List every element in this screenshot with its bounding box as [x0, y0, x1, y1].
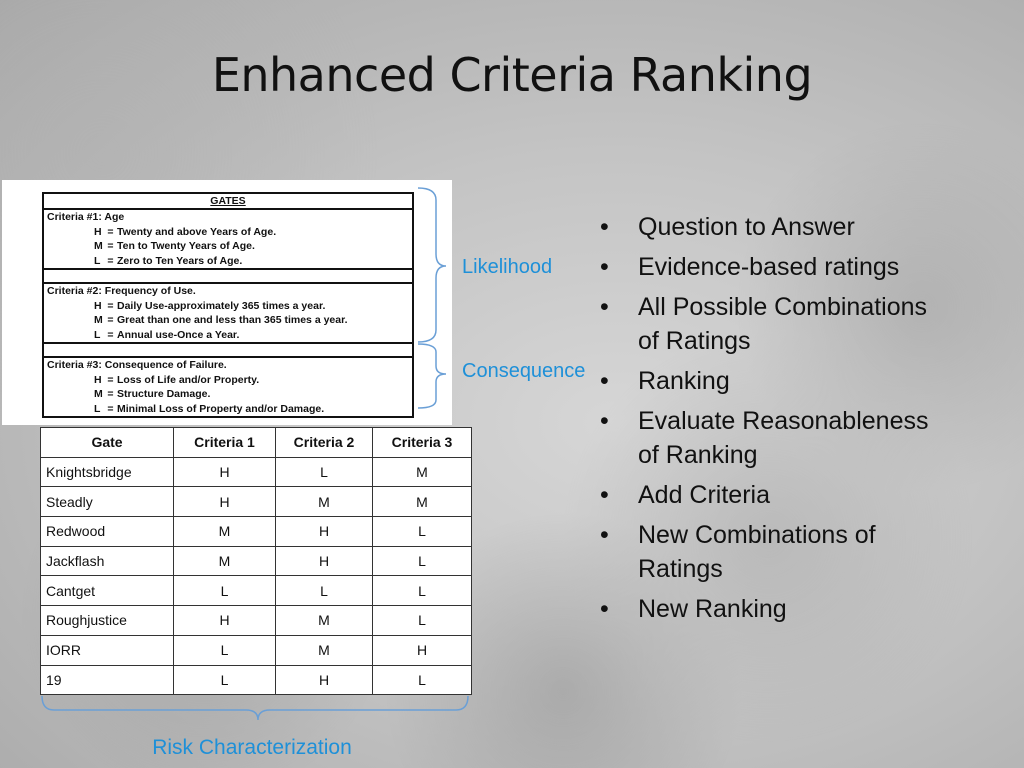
bullet-list — [600, 210, 930, 632]
rating-cell: L — [174, 576, 276, 606]
rating-cell: L — [373, 546, 472, 576]
table-row — [41, 457, 472, 487]
bullet-text: New Ranking — [638, 595, 787, 623]
level-text: Great than one and less than 365 times a year. — [117, 314, 348, 326]
gate-name-cell: 19 — [41, 665, 174, 695]
rating-cell: L — [276, 576, 373, 606]
gate-name-cell: Redwood — [41, 517, 174, 547]
bullet-item — [600, 210, 930, 244]
level-code: M — [94, 240, 103, 252]
bullet-text: All Possible Combinations of Ratings — [638, 293, 928, 355]
bullet-item — [600, 290, 930, 358]
rating-cell: M — [276, 635, 373, 665]
level-text: Zero to Ten Years of Age. — [117, 254, 243, 267]
gate-name-cell: IORR — [41, 635, 174, 665]
bullet-dot-icon: • — [600, 521, 609, 549]
bullet-item — [600, 364, 930, 398]
bullet-text: New Combinations of Ratings — [638, 521, 876, 583]
gates-heading: GATES — [44, 194, 412, 210]
criteria-level-line: L = Zero to Ten Years of Age. — [94, 254, 243, 267]
criteria-block-3 — [44, 358, 412, 416]
column-header: Criteria 1 — [174, 428, 276, 458]
level-code: H — [94, 373, 102, 386]
column-header: Gate — [41, 428, 174, 458]
bullet-item — [600, 404, 930, 472]
rating-cell: H — [174, 457, 276, 487]
level-code: M — [94, 314, 103, 326]
level-text: Loss of Life and/or Property. — [117, 373, 260, 386]
criteria-title: Criteria #2: Frequency of Use. — [47, 285, 196, 297]
criteria-title: Criteria #3: Consequence of Failure. — [47, 359, 227, 371]
level-code: H — [94, 299, 102, 312]
level-text: Ten to Twenty Years of Age. — [117, 240, 255, 252]
level-code: L — [94, 402, 101, 415]
level-text: Twenty and above Years of Age. — [117, 225, 277, 238]
rating-cell: H — [174, 487, 276, 517]
rating-cell: L — [174, 665, 276, 695]
risk-characterization-label: Risk Characterization — [152, 736, 352, 759]
level-code: L — [94, 254, 101, 267]
column-header: Criteria 2 — [276, 428, 373, 458]
rating-cell: L — [373, 576, 472, 606]
rating-cell: L — [276, 457, 373, 487]
level-code: H — [94, 225, 102, 238]
likelihood-label: Likelihood — [462, 256, 553, 278]
rating-cell: M — [373, 487, 472, 517]
criteria-level-line: H = Daily Use-approximately 365 times a year. — [94, 299, 326, 312]
level-code: M — [94, 388, 103, 400]
bullet-dot-icon: • — [600, 213, 609, 241]
gates-criteria-box — [42, 192, 414, 418]
rating-cell: H — [373, 635, 472, 665]
bullet-dot-icon: • — [600, 293, 609, 321]
table-row — [41, 546, 472, 576]
table-row — [41, 517, 472, 547]
criteria-level-line: M = Great than one and less than 365 times a year. — [94, 314, 348, 326]
bullet-dot-icon: • — [600, 407, 609, 435]
table-row — [41, 576, 472, 606]
level-text: Daily Use-approximately 365 times a year. — [117, 299, 326, 312]
table-row — [41, 487, 472, 517]
criteria-level-line: M = Structure Damage. — [94, 388, 211, 400]
rating-cell: L — [174, 635, 276, 665]
rating-cell: H — [174, 606, 276, 636]
table-header-row — [41, 428, 472, 458]
bullet-text: Question to Answer — [638, 213, 855, 241]
table-row — [41, 665, 472, 695]
criteria-level-line: M = Ten to Twenty Years of Age. — [94, 240, 255, 252]
gate-name-cell: Steadly — [41, 487, 174, 517]
table-row — [41, 606, 472, 636]
consequence-label: Consequence — [462, 360, 586, 382]
bullet-text: Add Criteria — [638, 481, 770, 509]
criteria-level-line: H = Loss of Life and/or Property. — [94, 373, 260, 386]
table-row — [41, 635, 472, 665]
bullet-item — [600, 250, 930, 284]
criteria-level-line: L = Minimal Loss of Property and/or Damage. — [94, 402, 325, 415]
rating-cell: M — [276, 487, 373, 517]
bullet-item — [600, 478, 930, 512]
level-text: Structure Damage. — [117, 388, 211, 400]
gate-name-cell: Cantget — [41, 576, 174, 606]
bullet-dot-icon: • — [600, 595, 609, 623]
rating-cell: M — [276, 606, 373, 636]
rating-cell: L — [373, 606, 472, 636]
bullet-dot-icon: • — [600, 481, 609, 509]
criteria-level-line: L = Annual use-Once a Year. — [94, 328, 240, 341]
bullet-item — [600, 518, 930, 586]
level-code: L — [94, 328, 101, 341]
bullet-dot-icon: • — [600, 253, 609, 281]
bullet-text: Evidence-based ratings — [638, 253, 900, 281]
level-text: Minimal Loss of Property and/or Damage. — [117, 402, 325, 415]
gate-name-cell: Knightsbridge — [41, 457, 174, 487]
criteria-block-2 — [44, 284, 412, 342]
rating-cell: M — [373, 457, 472, 487]
criteria-block-1 — [44, 210, 412, 268]
criteria-separator — [44, 268, 412, 284]
slide-title: Enhanced Criteria Ranking — [211, 48, 813, 102]
level-text: Annual use-Once a Year. — [117, 328, 240, 341]
gate-name-cell: Roughjustice — [41, 606, 174, 636]
bullet-dot-icon: • — [600, 367, 609, 395]
gates-criteria-panel — [2, 180, 452, 425]
ratings-table — [40, 427, 472, 695]
rating-cell: H — [276, 546, 373, 576]
rating-cell: L — [373, 665, 472, 695]
bullet-text: Evaluate Reasonableness of Ranking — [638, 407, 929, 469]
criteria-level-line: H = Twenty and above Years of Age. — [94, 225, 277, 238]
rating-cell: H — [276, 665, 373, 695]
rating-cell: M — [174, 546, 276, 576]
gate-name-cell: Jackflash — [41, 546, 174, 576]
criteria-title: Criteria #1: Age — [47, 211, 125, 223]
rating-cell: M — [174, 517, 276, 547]
rating-cell: H — [276, 517, 373, 547]
bullet-item — [600, 592, 930, 626]
rating-cell: L — [373, 517, 472, 547]
column-header: Criteria 3 — [373, 428, 472, 458]
criteria-separator — [44, 342, 412, 358]
bullet-text: Ranking — [638, 367, 730, 395]
